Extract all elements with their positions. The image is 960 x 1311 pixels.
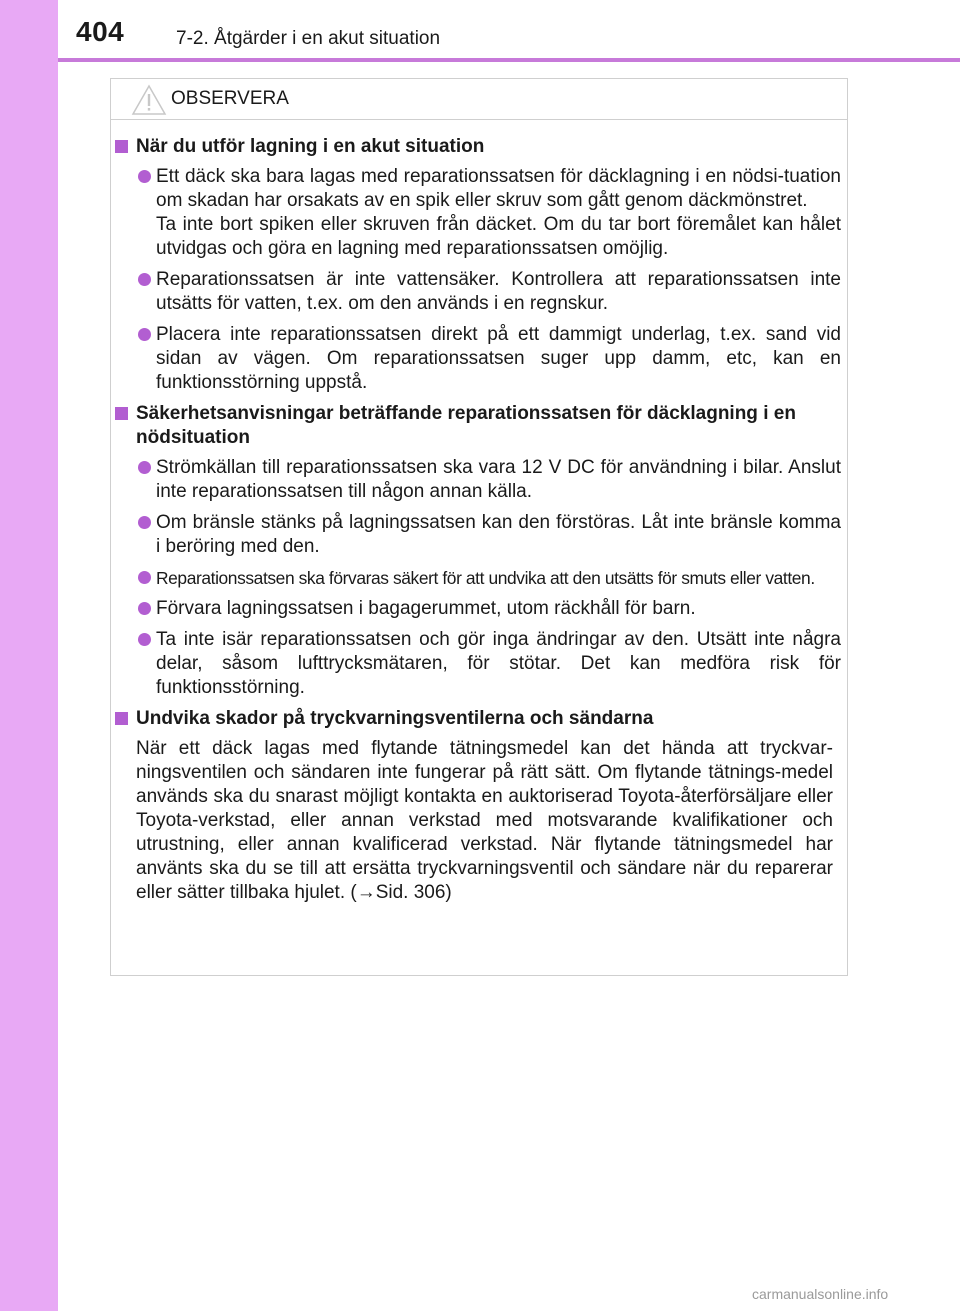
- observera-notice-box: [110, 78, 848, 976]
- square-bullet-icon: [115, 407, 128, 420]
- warning-triangle-icon: [131, 84, 167, 116]
- round-bullet-icon: [138, 571, 151, 584]
- round-bullet-icon: [138, 633, 151, 646]
- header-divider: [58, 58, 960, 62]
- list-item: Reparationssatsen ska förvaras säkert för att undvika att den utsätts för smuts eller vatten.: [111, 566, 849, 590]
- section-heading-tpms-damage: Undvika skador på tryckvarningsventilerna och sändarna: [111, 707, 849, 731]
- list-item: Ta inte isär reparationssatsen och gör inga ändringar av den. Utsätt inte några delar, såsom lufttrycksmätaren, för stötar. Det kan medföra risk för funktionsstörning.: [111, 628, 849, 700]
- section-heading-emergency-repair: När du utför lagning i en akut situation: [111, 135, 849, 159]
- section-heading-safety-instructions: Säkerhetsanvisningar beträffande reparationssatsen för däcklagning i en nödsituation: [111, 402, 849, 450]
- list-item: Reparationssatsen är inte vattensäker. Kontrollera att reparationssatsen inte utsätts för vatten, t.ex. om den används i en regnskur.: [111, 268, 849, 316]
- round-bullet-icon: [138, 170, 151, 183]
- round-bullet-icon: [138, 273, 151, 286]
- side-color-strip: [0, 0, 58, 1311]
- list-item: Placera inte reparationssatsen direkt på ett dammigt underlag, t.ex. sand vid sidan av vägen. Om reparationssatsen suger upp damm, etc, kan en funktionsstörning uppstå.: [111, 323, 849, 395]
- list-item: Om bränsle stänks på lagningssatsen kan den förstöras. Låt inte bränsle komma i beröring med den.: [111, 511, 849, 559]
- round-bullet-icon: [138, 516, 151, 529]
- square-bullet-icon: [115, 140, 128, 153]
- list-item: Förvara lagningssatsen i bagagerummet, utom räckhåll för barn.: [111, 597, 849, 621]
- round-bullet-icon: [138, 461, 151, 474]
- section-title: 7-2. Åtgärder i en akut situation: [176, 28, 441, 49]
- tpms-paragraph: När ett däck lagas med flytande tätningsmedel kan det hända att tryckvar-ningsventilen och sändaren inte fungerar på rätt sätt. Om flytande tätnings-medel används ska du snarast möjligt kontakta en auktoriserad Toyota-återförsäljare eller Toyota-verkstad, eller annan verkstad med motsvarande kvalifikationer och utrustning, eller annan kvalificerad verkstad. När flytande tätningsmedel har använts ska du se till att ersätta tryckvarningsventil och sändare när du reparerar eller sätter tillbaka hjulet. (→Sid. 306): [136, 738, 833, 903]
- notice-header: [111, 79, 847, 120]
- site-watermark: carmanualsonline.info: [752, 1286, 889, 1302]
- list-item: Ett däck ska bara lagas med reparationssatsen för däcklagning i en nödsi-tuation om skadan har orsakats av en spik eller skruv som gått genom däckmönstret. Ta inte bort spiken eller skruven från däcket. Om du tar bort föremålet kan hålet utvidgas och göra en lagning med reparationssatsen omöjlig.: [111, 165, 849, 261]
- round-bullet-icon: [138, 602, 151, 615]
- notice-content: [111, 135, 849, 905]
- round-bullet-icon: [138, 328, 151, 341]
- square-bullet-icon: [115, 712, 128, 725]
- page-number: 404: [76, 16, 125, 47]
- list-item: Strömkällan till reparationssatsen ska vara 12 V DC för användning i bilar. Anslut inte reparationssatsen till någon annan källa.: [111, 456, 849, 504]
- notice-title: OBSERVERA: [171, 88, 289, 109]
